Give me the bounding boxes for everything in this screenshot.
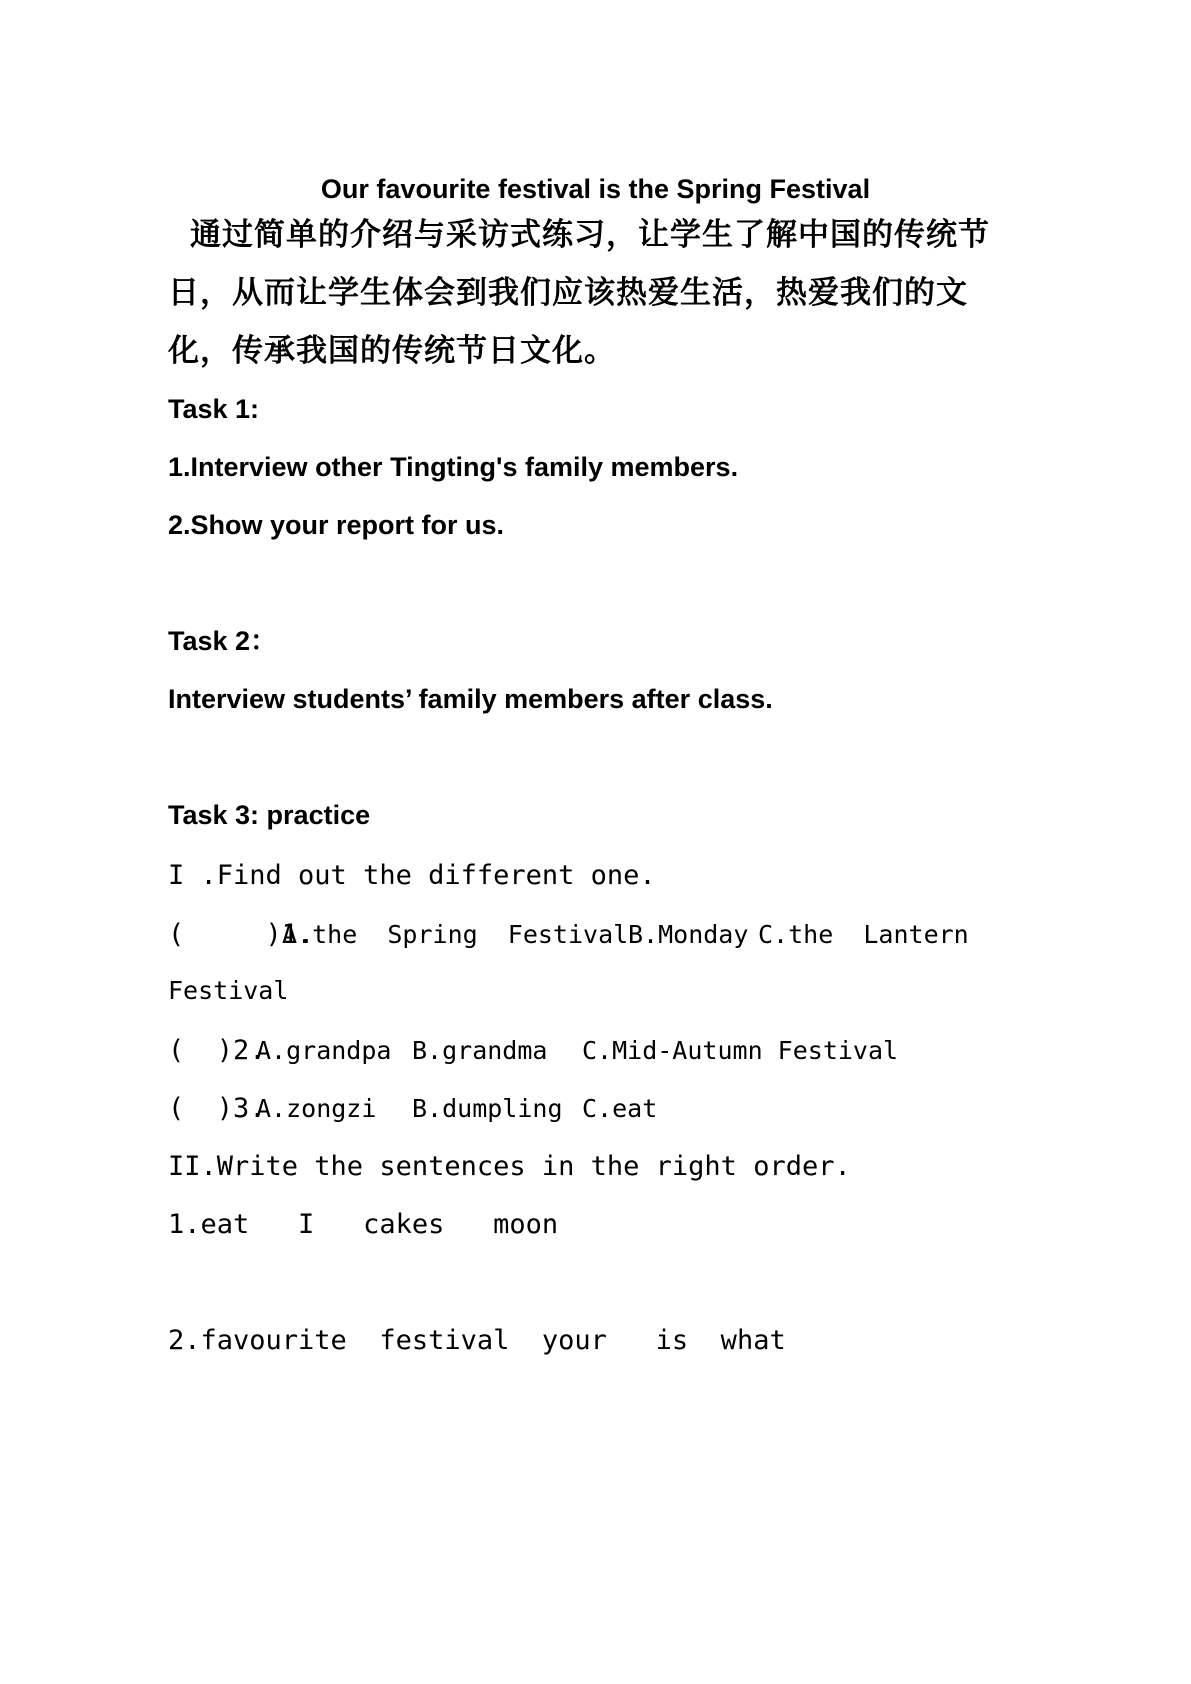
q3-option-b: B.dumpling: [412, 1094, 563, 1123]
q1-option-c: C.the Lantern: [758, 920, 969, 949]
intro-line-1: 通过简单的介绍与采访式练习，让学生了解中国的传统节: [190, 217, 990, 253]
q3-option-c: C.eat: [582, 1094, 658, 1123]
page-title: Our favourite festival is the Spring Festival: [320, 174, 871, 204]
q1-option-c-continued: Festival: [168, 976, 289, 1005]
task2-heading: Task 2：: [168, 626, 278, 656]
part2-heading: II.Write the sentences in the right order.: [168, 1151, 851, 1182]
task3-heading: Task 3: practice: [168, 800, 371, 830]
intro-line-3: 化，传承我国的传统节日文化。: [168, 333, 616, 369]
q2-option-c: C.Mid-Autumn Festival: [582, 1036, 899, 1065]
part1-heading: I .Find out the different one.: [168, 860, 656, 891]
task2-item-1: Interview students’ family members after class.: [168, 684, 773, 714]
q3-option-a: A.zongzi: [256, 1094, 377, 1123]
task1-heading: Task 1:: [168, 394, 260, 424]
q3-bracket: ( )3.: [168, 1093, 266, 1124]
q1-option-a: A.the Spring Festival: [282, 920, 629, 949]
sentence-2: 2.favourite festival your is what: [168, 1325, 786, 1356]
q2-option-a: A.grandpa: [256, 1036, 392, 1065]
sentence-1: 1.eat I cakes moon: [168, 1209, 559, 1240]
q1-option-b: B.Monday: [628, 920, 749, 949]
task1-item-1: 1.Interview other Tingting's family members.: [168, 452, 739, 482]
intro-line-2: 日，从而让学生体会到我们应该热爱生活，热爱我们的文: [168, 275, 968, 311]
q1-bracket: ( )1.: [168, 919, 315, 950]
task1-item-2: 2.Show your report for us.: [168, 510, 505, 540]
q2-bracket: ( )2.: [168, 1035, 266, 1066]
q2-option-b: B.grandma: [412, 1036, 548, 1065]
